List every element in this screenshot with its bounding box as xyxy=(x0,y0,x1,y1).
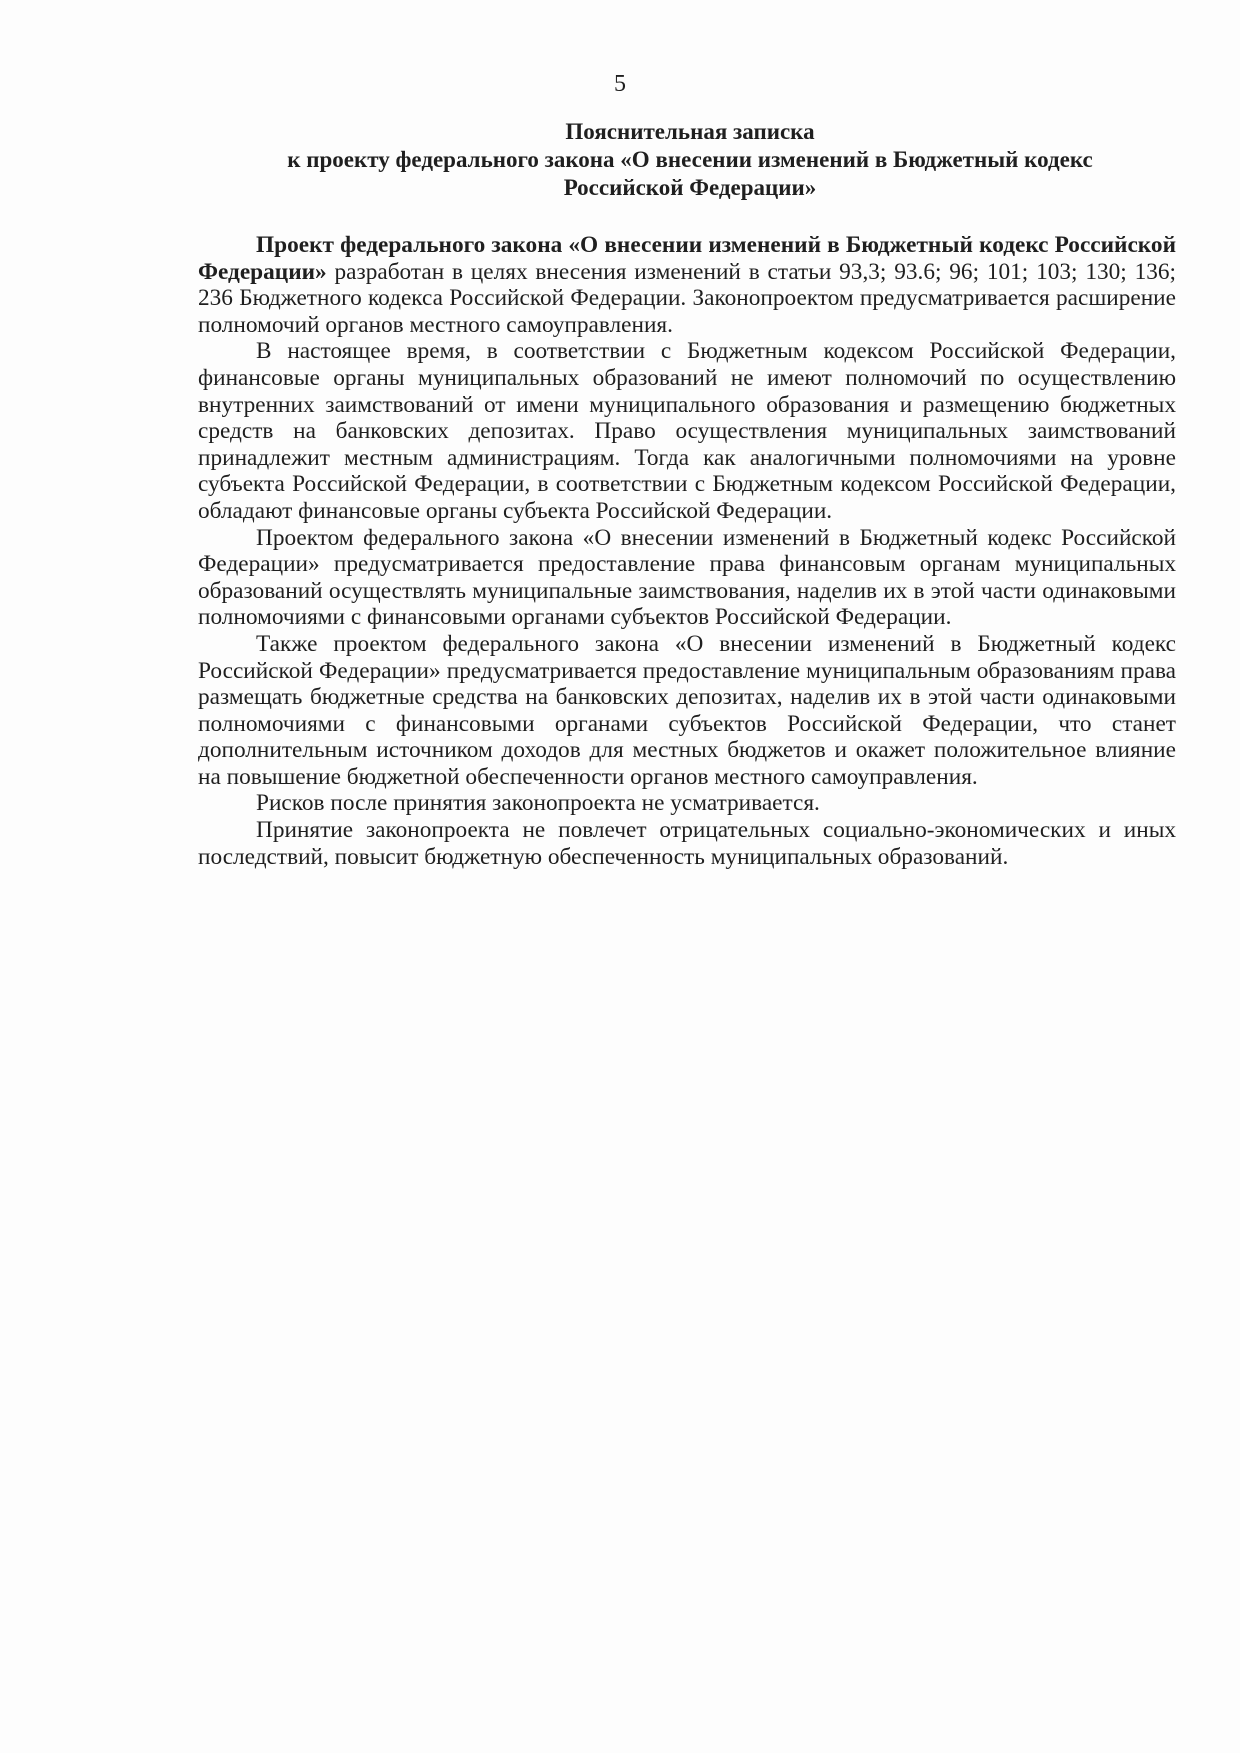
paragraph-3: Проектом федерального закона «О внесении изменений в Бюджетный кодекс Российской Федерации» предусматривается предоставление права финансовым органам муниципальных образований осуществлять муниципальные заимствования, наделив их в этой части одинаковыми полномочиями с финансовыми органами субъектов Российской Федерации. xyxy=(198,524,1176,631)
title-line-1: Пояснительная записка xyxy=(565,119,815,144)
paragraph-4: Также проектом федерального закона «О внесении изменений в Бюджетный кодекс Российской Федерации» предусматривается предоставление муниципальным образованиям права размещать бюджетные средства на банковских депозитах, наделив их в этой части одинаковыми полномочиями с финансовыми органами субъектов Российской Федерации, что станет дополнительным источником доходов для местных бюджетов и окажет положительное влияние на повышение бюджетной обеспеченности органов местного самоуправления. xyxy=(198,630,1176,790)
paragraph-6: Принятие законопроекта не повлечет отрицательных социально-экономических и иных последствий, повысит бюджетную обеспеченность муниципальных образований. xyxy=(198,817,1176,870)
document-body xyxy=(198,232,1176,870)
paragraph-2: В настоящее время, в соответствии с Бюджетным кодексом Российской Федерации, финансовые органы муниципальных образований не имеют полномочий по осуществлению внутренних заимствований от имени муниципального образования и размещению бюджетных средств на банковских депозитах. Право осуществления муниципальных заимствований принадлежит местным администрациям. Тогда как аналогичными полномочиями на уровне субъекта Российской Федерации, в соответствии с Бюджетным кодексом Российской Федерации, обладают финансовые органы субъекта Российской Федерации. xyxy=(198,338,1176,524)
page-number: 5 xyxy=(614,71,626,97)
paragraph-1-bold-lead: Проект федерального закона «О внесении изменений в Бюджетный кодекс Российской Федерации» xyxy=(198,232,1176,285)
title-line-3: Российской Федерации» xyxy=(563,175,817,200)
title-line-2: к проекту федерального закона «О внесении изменений в Бюджетный кодекс xyxy=(287,147,1093,172)
paragraph-5: Рисков после принятия законопроекта не усматривается. xyxy=(256,790,820,817)
paragraph-1 xyxy=(198,232,1176,338)
document-title xyxy=(200,118,1180,202)
paragraph-1-text: разработан в целях внесения изменений в статьи 93,3; 93.6; 96; 101; 103; 130; 136; 236 Бюджетного кодекса Российской Федерации. Законопроектом предусматривается расширение полномочий органов местного самоуправления. xyxy=(198,258,1176,338)
